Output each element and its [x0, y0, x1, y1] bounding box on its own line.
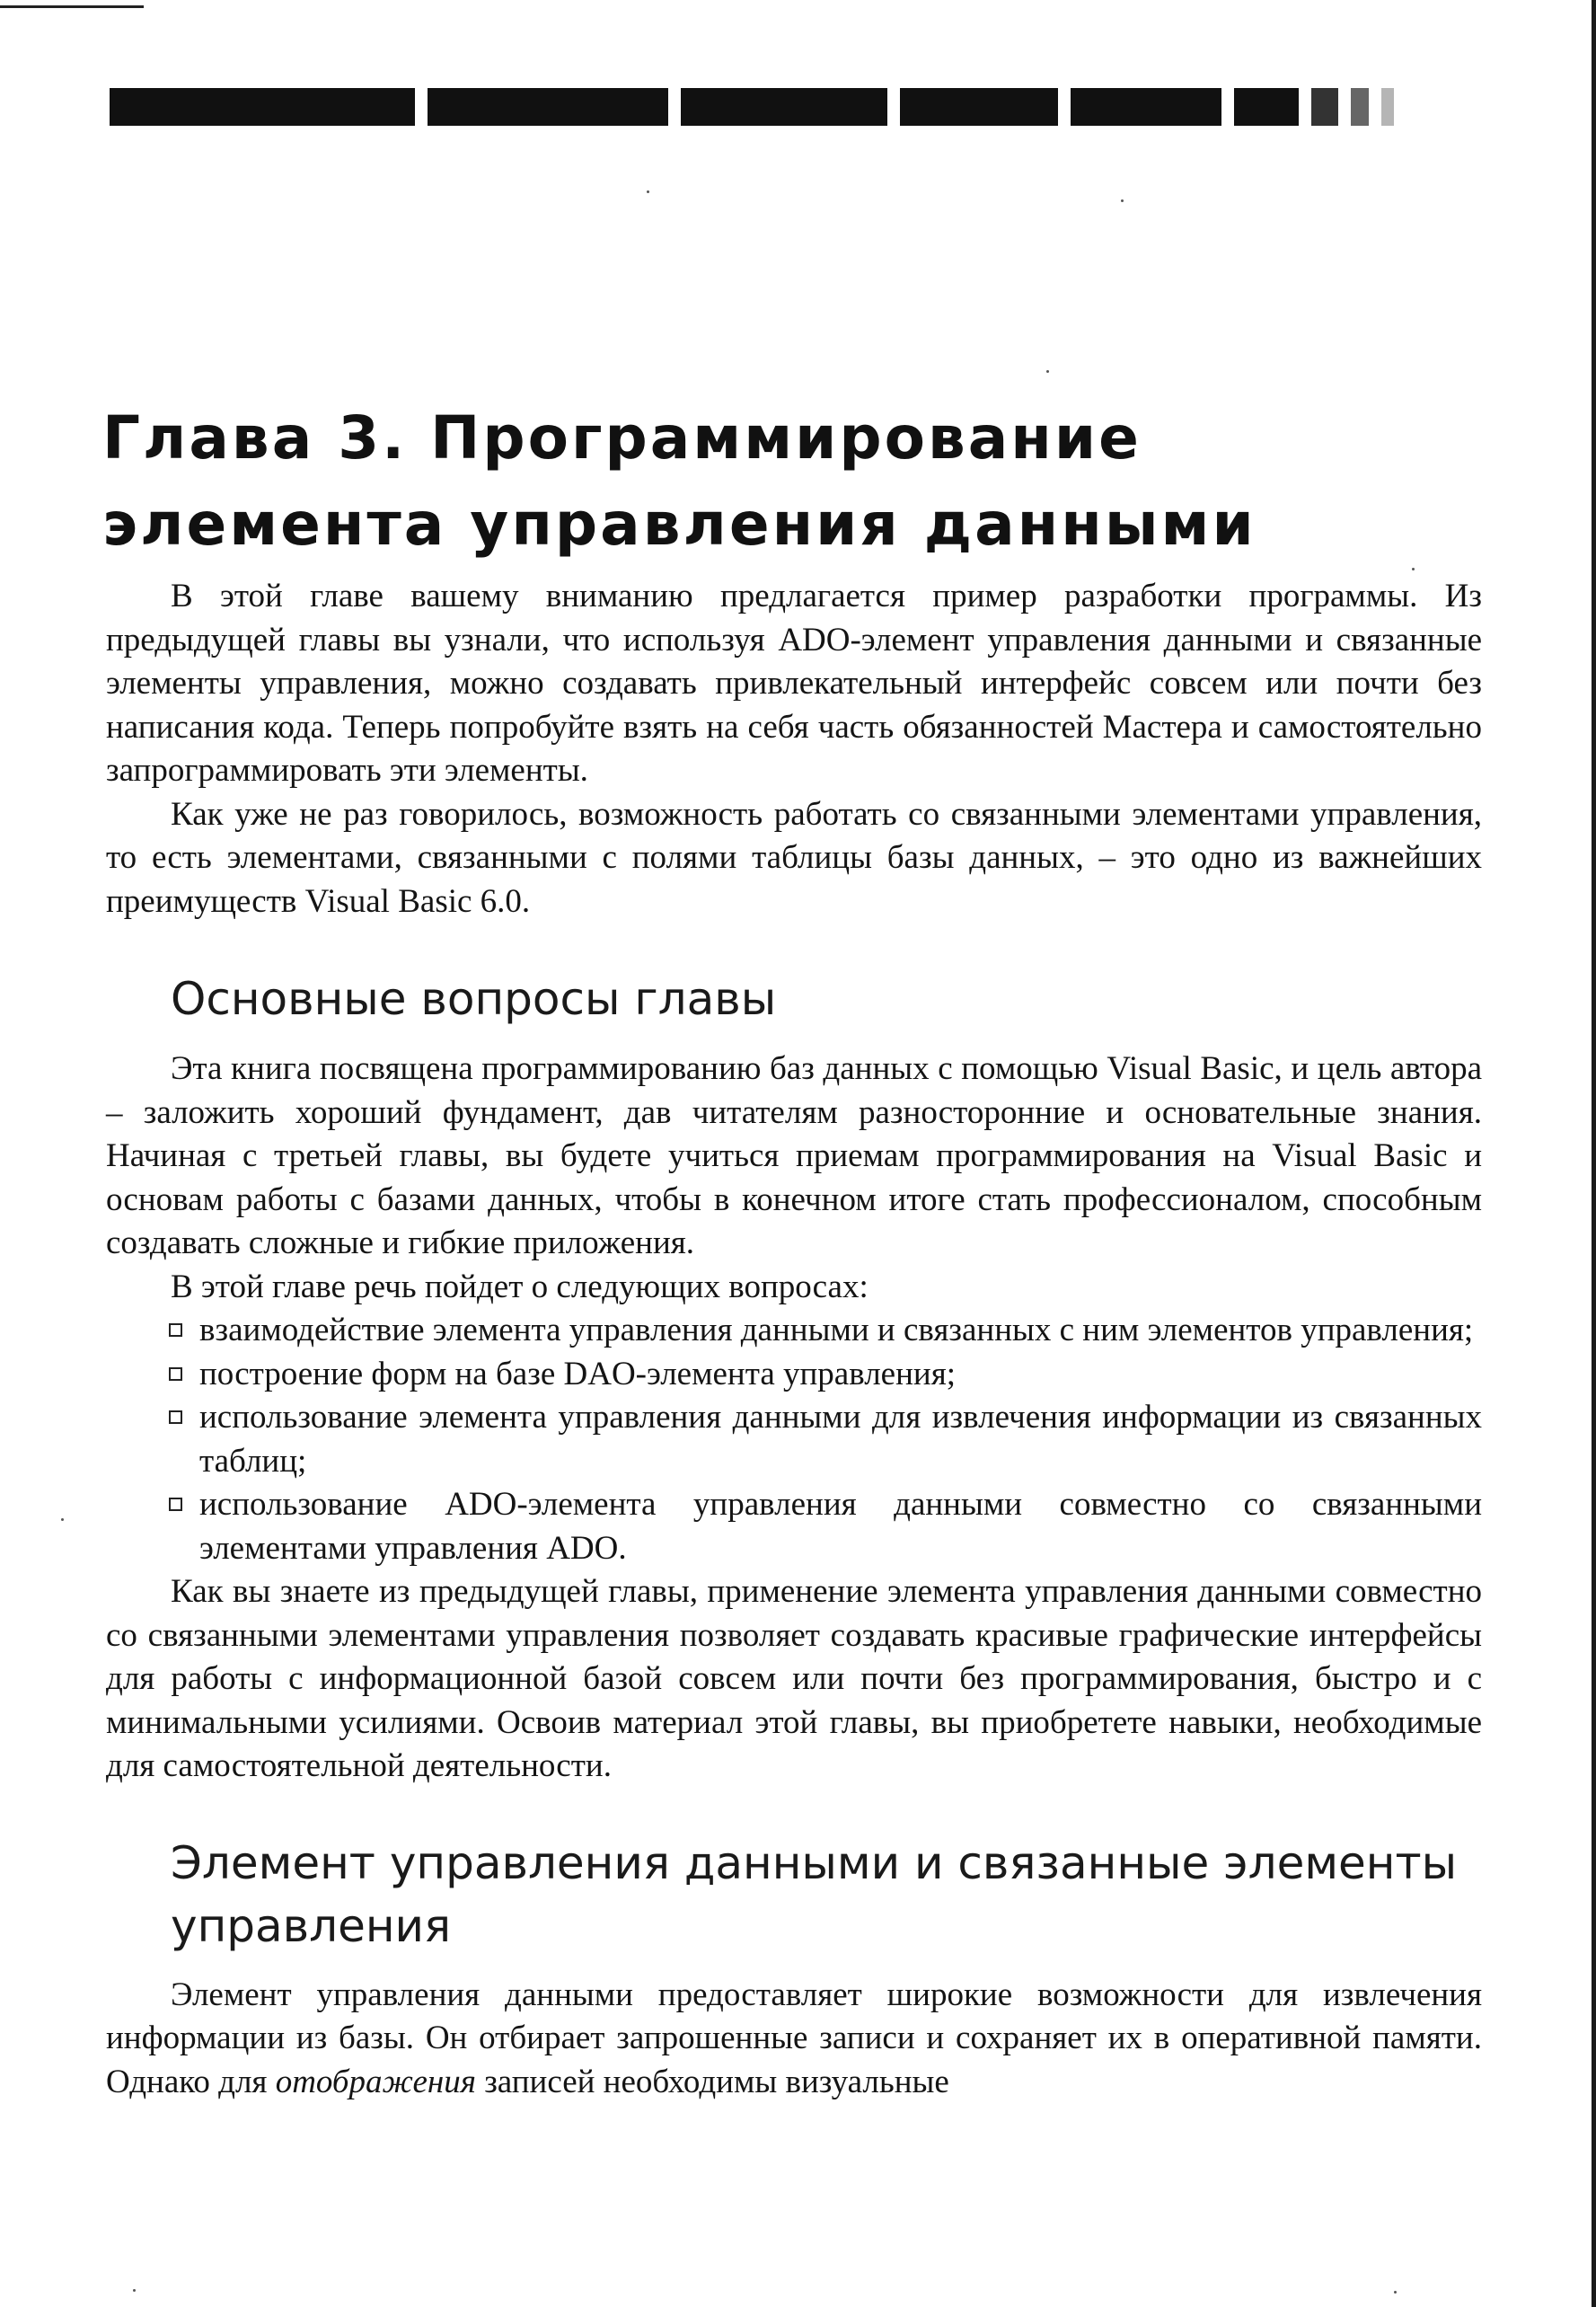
checkbox-bullet-icon: [169, 1323, 182, 1337]
header-bar-segment: [1234, 88, 1299, 126]
section1-paragraph-1: Эта книга посвящена программированию баз данных с помощью Visual Basic, и цель автора – заложить хороший фундамент, дав читателям разносторонние и основательные знания. Начиная с третьей главы, вы будете учиться приемам программирования на Visual Basic и основам работы с базами данных, чтобы в конечном итоге стать профессионалом, способным создавать сложные и гибкие приложения.: [106, 1050, 1482, 1261]
section1-paragraph-2: В этой главе речь пойдет о следующих вопросах:: [171, 1268, 869, 1305]
list-item: использование ADO-элемента управления данными совместно со связанными элементами управления ADO.: [106, 1483, 1482, 1570]
header-bar-segment: [900, 88, 1058, 126]
list-item: построение форм на базе DAO-элемента управления;: [106, 1353, 1482, 1397]
header-bar-segment: [428, 88, 668, 126]
scan-speck: [1412, 568, 1415, 570]
section-heading-data-control: Элемент управления данными и связанные элементы управления: [171, 1836, 1458, 1952]
header-bar-segment: [1311, 88, 1338, 126]
header-bar-segment: [1381, 88, 1394, 126]
checkbox-bullet-icon: [169, 1367, 182, 1381]
scan-speck: [1121, 199, 1124, 202]
scan-artifact-top: [0, 0, 144, 13]
scan-speck: [1394, 2291, 1397, 2294]
scan-artifact-right-edge: [1592, 0, 1596, 2307]
section1-paragraph-3: Как вы знаете из предыдущей главы, применение элемента управления данными совместно со связанными элементами управления позволяет создавать красивые графические интерфейсы для работы с информационной базой совсем или почти без программирования, быстро и с минимальными усилиями. Освоив материал этой главы, вы приобретете навыки, необходимые для самостоятельной деятельности.: [106, 1573, 1482, 1784]
checkbox-bullet-icon: [169, 1498, 182, 1511]
scan-speck: [647, 190, 649, 193]
section2-paragraph-1: Элемент управления данными предоставляет широкие возможности для извлечения информации из базы. Он отбирает запрошенные записи и сохраняет их в оперативной памяти. Однако для отображения записей необходимы визуальные: [106, 1976, 1482, 2100]
header-bar-segment: [110, 88, 415, 126]
checkbox-bullet-icon: [169, 1410, 182, 1424]
chapter-header-bar: [110, 88, 1484, 126]
scan-speck: [61, 1518, 64, 1521]
list-item: взаимодействие элемента управления данными и связанных с ним элементов управления;: [106, 1309, 1482, 1353]
header-bar-segment: [1351, 88, 1369, 126]
header-bar-segment: [681, 88, 887, 126]
topics-list: [106, 1309, 1482, 1570]
intro-paragraph-1: В этой главе вашему вниманию предлагается пример разработки программы. Из предыдущей главы вы узнали, что используя ADO-элемент управления данными и связанные элементы управления, можно создавать привлекательный интерфейс совсем или почти без написания кода. Теперь попробуйте взять на себя часть обязанностей Мастера и самостоятельно запрограммировать эти элементы.: [106, 578, 1482, 789]
section-heading-main-questions: Основные вопросы главы: [171, 973, 777, 1025]
list-item: использование элемента управления данными для извлечения информации из связанных таблиц;: [106, 1396, 1482, 1483]
scan-speck: [133, 2289, 136, 2292]
chapter-title: Глава 3. Программирование элемента управления данными: [102, 403, 1257, 559]
scan-speck: [1046, 370, 1049, 373]
intro-paragraph-2: Как уже не раз говорилось, возможность работать со связанными элементами управления, то есть элементами, связанными с полями таблицы базы данных, – это одно из важнейших преимуществ Visual Basic 6.0.: [106, 795, 1482, 920]
page-body: [106, 575, 1482, 2104]
header-bar-segment: [1071, 88, 1221, 126]
